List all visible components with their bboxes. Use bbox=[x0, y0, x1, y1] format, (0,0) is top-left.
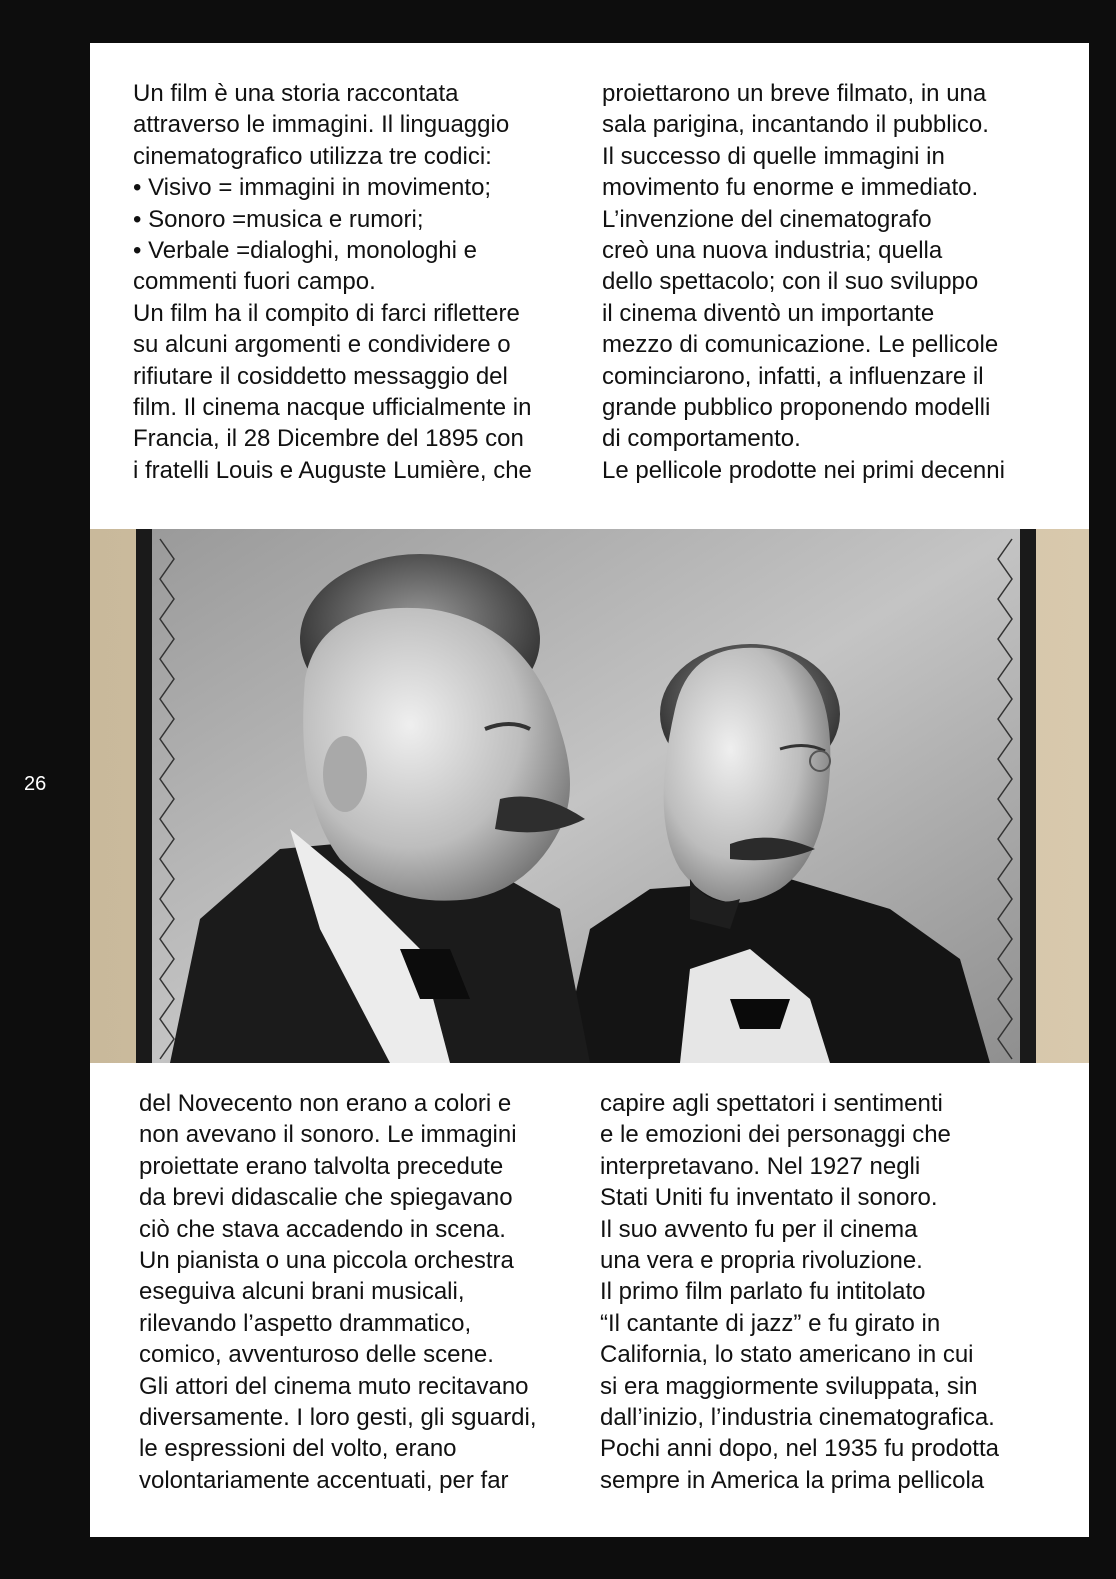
text-line: si era maggiormente sviluppata, sin bbox=[600, 1372, 978, 1400]
text-line: non avevano il sonoro. Le immagini bbox=[139, 1121, 517, 1149]
text-line: Un film ha il compito di farci riflettere bbox=[133, 299, 520, 327]
text-line: Pochi anni dopo, nel 1935 fu prodotta bbox=[600, 1435, 999, 1463]
text-line: movimento fu enorme e immediato. bbox=[602, 174, 979, 202]
text-line: Il successo di quelle immagini in bbox=[602, 142, 945, 170]
text-line: rilevando l’aspetto drammatico, bbox=[139, 1309, 472, 1337]
text-line: Il primo film parlato fu intitolato bbox=[600, 1278, 926, 1306]
text-line: e le emozioni dei personaggi che bbox=[600, 1121, 951, 1149]
text-line: cominciarono, infatti, a influenzare il bbox=[602, 362, 984, 390]
text-line: creò una nuova industria; quella bbox=[602, 237, 943, 265]
text-line: “Il cantante di jazz” e fu girato in bbox=[600, 1309, 941, 1337]
text-line: • Verbale =dialoghi, monologhi e bbox=[133, 237, 477, 265]
text-line: attraverso le immagini. Il linguaggio bbox=[133, 111, 510, 139]
text-line: grande pubblico proponendo modelli bbox=[602, 394, 991, 422]
text-line: dello spettacolo; con il suo sviluppo bbox=[602, 268, 979, 296]
text-line: i fratelli Louis e Auguste Lumière, che bbox=[133, 456, 532, 484]
text-column-bottom-left bbox=[139, 1088, 537, 1496]
text-column-top-left bbox=[133, 78, 532, 486]
text-line: capire agli spettatori i sentimenti bbox=[600, 1090, 943, 1117]
page-number: 26 bbox=[24, 773, 47, 795]
text-line: sala parigina, incantando il pubblico. bbox=[602, 111, 989, 139]
text-line: le espressioni del volto, erano bbox=[139, 1435, 457, 1463]
text-line: da brevi didascalie che spiegavano bbox=[139, 1184, 513, 1212]
text-line: commenti fuori campo. bbox=[133, 268, 376, 296]
text-line: Le pellicole prodotte nei primi decenni bbox=[602, 456, 1005, 484]
text-line: di comportamento. bbox=[602, 425, 801, 453]
text-line: Un pianista o una piccola orchestra bbox=[139, 1247, 514, 1275]
text-line: • Sonoro =musica e rumori; bbox=[133, 205, 424, 233]
text-line: comico, avventuroso delle scene. bbox=[139, 1341, 494, 1369]
text-line: Un film è una storia raccontata bbox=[133, 80, 459, 107]
text-line: ciò che stava accadendo in scena. bbox=[139, 1215, 506, 1243]
text-column-top-right bbox=[602, 78, 1005, 486]
page-sheet bbox=[90, 43, 1089, 1537]
text-line: del Novecento non erano a colori e bbox=[139, 1090, 512, 1117]
text-line: Francia, il 28 Dicembre del 1895 con bbox=[133, 425, 524, 453]
text-line: eseguiva alcuni brani musicali, bbox=[139, 1278, 465, 1306]
text-line: • Visivo = immagini in movimento; bbox=[133, 174, 492, 202]
text-line: proiettate erano talvolta precedute bbox=[139, 1152, 504, 1180]
text-line: Il suo avvento fu per il cinema bbox=[600, 1215, 918, 1243]
text-line: sempre in America la prima pellicola bbox=[600, 1466, 985, 1494]
text-line: film. Il cinema nacque ufficialmente in bbox=[133, 394, 532, 422]
text-line: interpretavano. Nel 1927 negli bbox=[600, 1152, 921, 1180]
text-line: Gli attori del cinema muto recitavano bbox=[139, 1372, 529, 1400]
text-line: rifiutare il cosiddetto messaggio del bbox=[133, 362, 508, 390]
text-line: il cinema diventò un importante bbox=[602, 299, 935, 327]
text-line: L’invenzione del cinematografo bbox=[602, 205, 932, 233]
text-line: mezzo di comunicazione. Le pellicole bbox=[602, 331, 999, 359]
text-line: Stati Uniti fu inventato il sonoro. bbox=[600, 1184, 938, 1212]
text-line: proiettarono un breve filmato, in una bbox=[602, 80, 987, 107]
text-line: una vera e propria rivoluzione. bbox=[600, 1247, 923, 1275]
text-line: cinematografico utilizza tre codici: bbox=[133, 142, 492, 170]
text-line: dall’inizio, l’industria cinematografica. bbox=[600, 1404, 995, 1432]
text-line: su alcuni argomenti e condividere o bbox=[133, 331, 511, 359]
lumiere-brothers-photo bbox=[90, 529, 1089, 1063]
text-line: diversamente. I loro gesti, gli sguardi, bbox=[139, 1404, 537, 1432]
text-column-bottom-right bbox=[600, 1088, 999, 1496]
text-line: volontariamente accentuati, per far bbox=[139, 1466, 509, 1494]
text-line: California, lo stato americano in cui bbox=[600, 1341, 974, 1369]
